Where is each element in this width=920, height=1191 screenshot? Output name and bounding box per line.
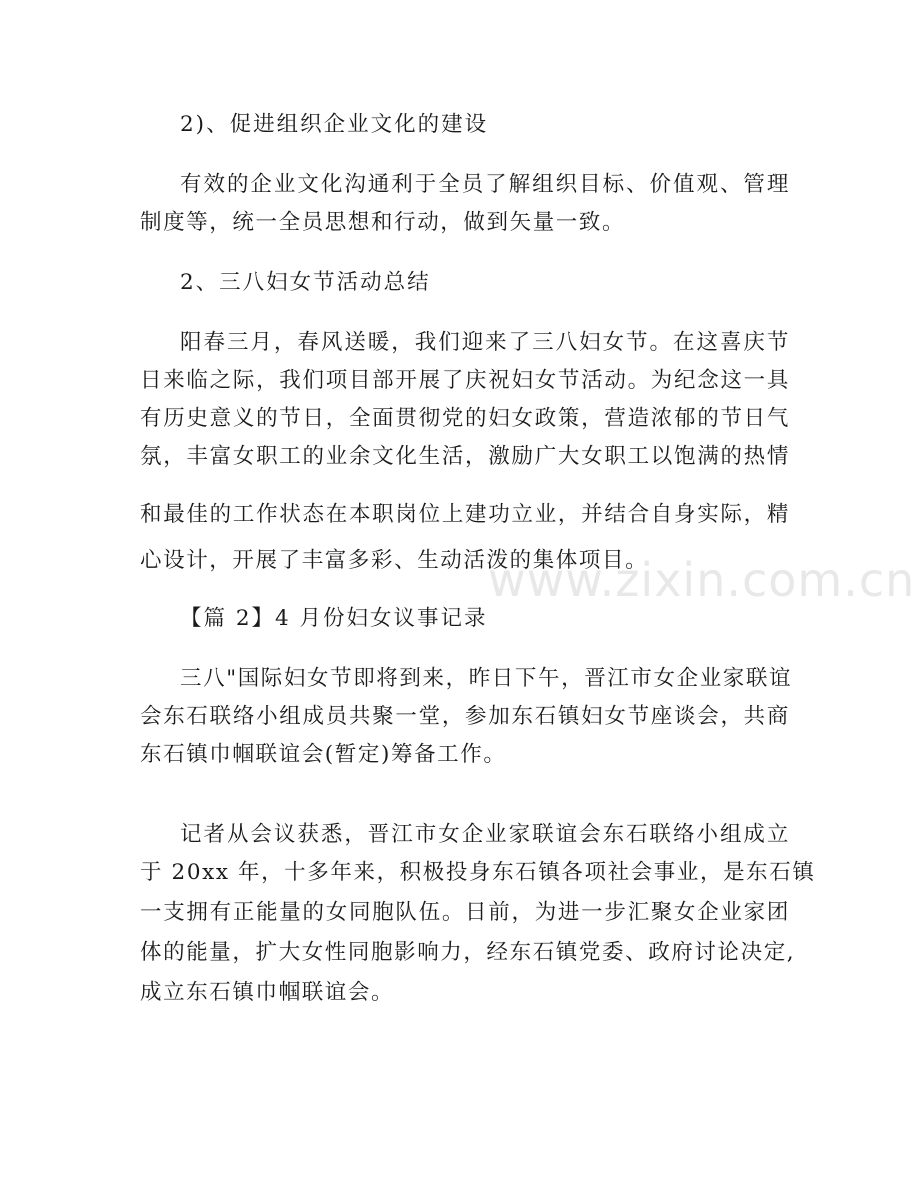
section-heading: 【篇 2】4 月份妇女议事记录 (180, 606, 488, 631)
paragraph-line: 于 20xx 年，十多年来，积极投身东石镇各项社会事业，是东石镇 (140, 860, 816, 885)
paragraph-line: 有历史意义的节日，全面贯彻党的妇女政策，营造浓郁的节日气 (140, 406, 790, 431)
site-watermark: www.zixin.com.cn (488, 553, 916, 607)
paragraph-line: 成立东石镇巾帼联谊会。 (140, 980, 395, 1005)
paragraph-line: 和最佳的工作状态在本职岗位上建功立业，并结合自身实际，精 (140, 502, 790, 527)
paragraph-line: 心设计，开展了丰富多彩、生动活泼的集体项目。 (140, 548, 649, 573)
paragraph-line: 有效的企业文化沟通利于全员了解组织目标、价值观、管理 (180, 172, 790, 197)
paragraph-line: 氛，丰富女职工的业余文化生活，激励广大女职工以饱满的热情 (140, 444, 790, 469)
paragraph-line: 日来临之际，我们项目部开展了庆祝妇女节活动。为纪念这一具 (140, 368, 790, 393)
paragraph-line: 制度等，统一全员思想和行动，做到矢量一致。 (140, 210, 626, 235)
paragraph-line: 东石镇巾帼联谊会(暂定)筹备工作。 (140, 742, 507, 767)
section-heading: 2、三八妇女节活动总结 (180, 270, 431, 295)
paragraph-line: 三八"国际妇女节即将到来，昨日下午，晋江市女企业家联谊 (180, 666, 793, 691)
paragraph-line: 阳春三月，春风送暖，我们迎来了三八妇女节。在这喜庆节 (180, 330, 790, 355)
section-heading: 2)、促进组织企业文化的建设 (180, 112, 489, 137)
paragraph-line: 体的能量，扩大女性同胞影响力，经东石镇党委、政府讨论决定, (140, 940, 796, 965)
paragraph-line: 会东石联络小组成员共聚一堂，参加东石镇妇女节座谈会，共商 (140, 704, 790, 729)
paragraph-line: 记者从会议获悉，晋江市女企业家联谊会东石联络小组成立 (180, 822, 790, 847)
paragraph-line: 一支拥有正能量的女同胞队伍。日前，为进一步汇聚女企业家团 (140, 900, 790, 925)
